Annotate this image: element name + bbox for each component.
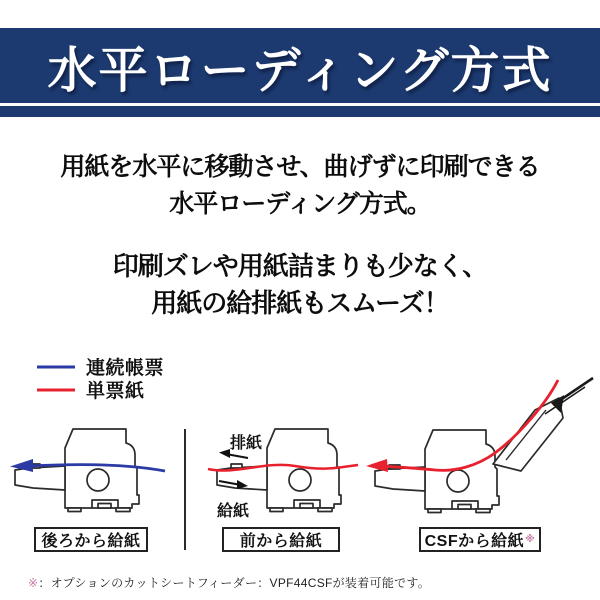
legend-row-continuous — [36, 355, 164, 378]
rear-feed-drawing — [5, 420, 175, 535]
page-title: 水平ローディング方式 — [47, 43, 553, 98]
caption-rear-feed — [34, 527, 148, 552]
eject-label: 排紙 — [230, 435, 263, 452]
diagram-front-feed — [195, 420, 365, 535]
front-feed-drawing — [195, 420, 365, 535]
feed-label: 給紙 — [217, 503, 250, 520]
benefit-line-2: 用紙の給排紙もスムーズ！ — [151, 288, 449, 318]
intro-line-2: 水平ローディング方式。 — [169, 190, 431, 218]
banner-rule — [0, 103, 600, 106]
caption-rear-feed-label: 後ろから給紙 — [41, 533, 141, 550]
diagram-divider — [184, 429, 186, 550]
csf-feed-drawing — [365, 368, 597, 535]
caption-csf-feed: CSFから給紙 ※ — [419, 527, 541, 552]
header-banner — [0, 28, 600, 117]
csf-wire-guide-1 — [553, 378, 593, 405]
benefit-line-1: 印刷ズレや用紙詰まりも少なく、 — [112, 251, 488, 281]
benefit-paragraph — [0, 248, 600, 322]
intro-paragraph — [0, 149, 600, 223]
caption-csf-feed-label: CSFから給紙 — [424, 533, 525, 550]
footnote-mark: ※ — [28, 576, 39, 590]
caption-front-feed-label: 前から給紙 — [239, 533, 323, 550]
continuous-line-swatch — [36, 362, 76, 372]
intro-line-1: 用紙を水平に移動させ、曲げずに印刷できる — [60, 153, 540, 181]
cut-sheet-line-swatch — [36, 385, 76, 395]
legend-label-cut-sheet: 単票紙 — [86, 381, 145, 402]
footnote-text: ：オプションのカットシートフィーダー：VPF44CSFが装着可能です。 — [38, 576, 431, 590]
legend-row-cut-sheet — [36, 378, 164, 401]
eject-arrow-head — [219, 449, 230, 458]
footnote — [28, 574, 430, 591]
paper-type-legend — [36, 355, 164, 401]
diagram-csf-feed — [365, 368, 597, 535]
legend-label-continuous: 連続帳票 — [86, 358, 165, 379]
diagram-rear-feed — [5, 420, 175, 535]
caption-front-feed — [222, 527, 340, 552]
